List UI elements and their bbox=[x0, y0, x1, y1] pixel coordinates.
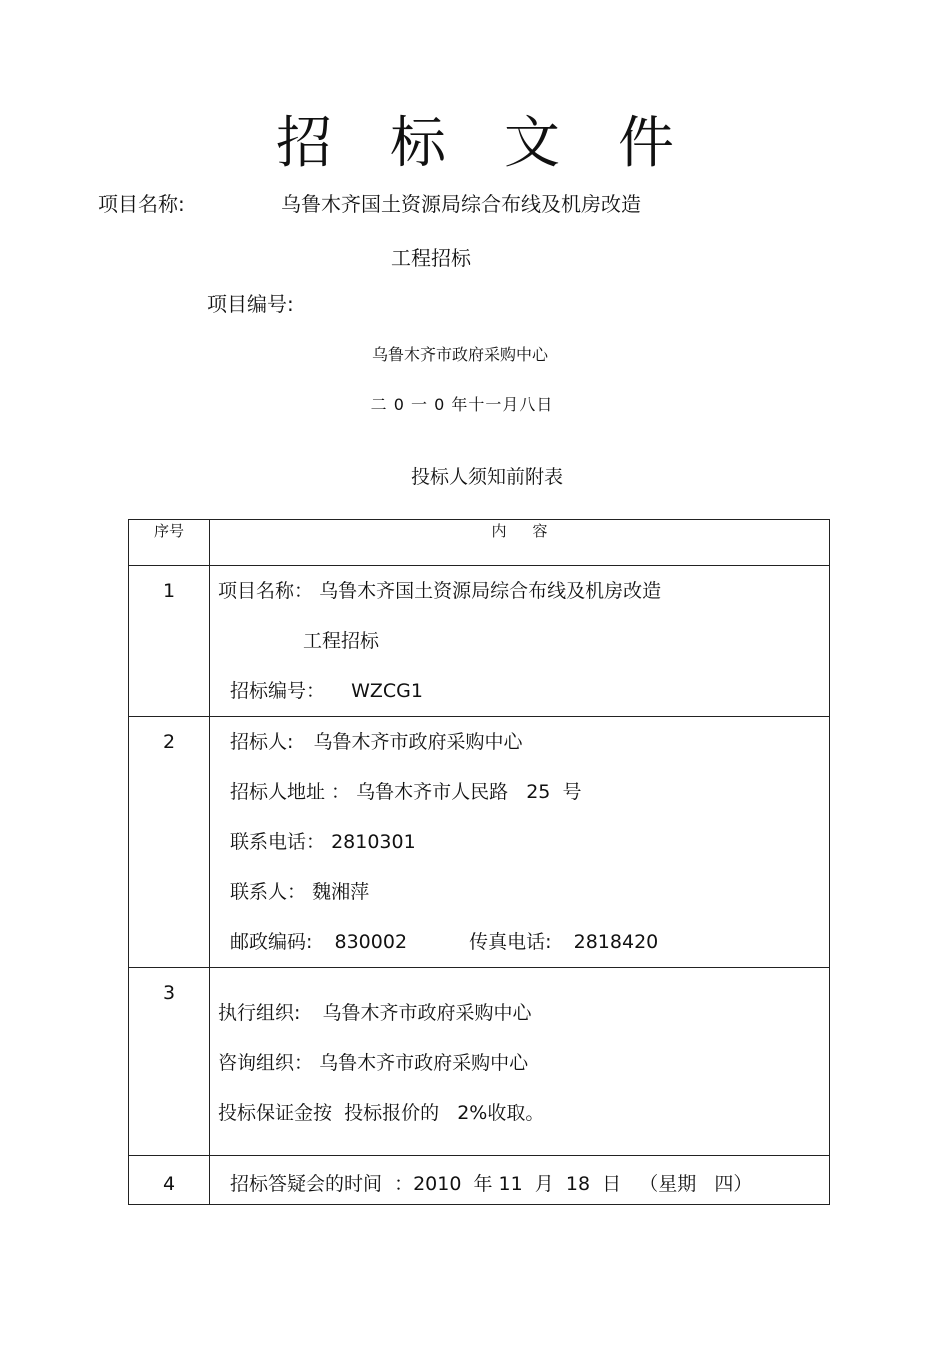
project-name-line bbox=[210, 566, 829, 616]
address-line bbox=[210, 767, 829, 817]
project-number-label: 项目编号: bbox=[207, 292, 294, 316]
row-content-cell bbox=[210, 1156, 830, 1205]
issuer-name: 乌鲁木齐市政府采购中心 bbox=[371, 345, 548, 364]
table-row bbox=[129, 1156, 830, 1205]
appendix-table-title: 投标人须知前附表 bbox=[410, 466, 563, 488]
phone-label: 联系电话： bbox=[230, 831, 326, 853]
table-row bbox=[129, 968, 830, 1156]
project-name-value: 乌鲁木齐国土资源局综合布线及机房改造 bbox=[319, 580, 662, 602]
address-label: 招标人地址 ： bbox=[230, 781, 351, 803]
row-number: 1 bbox=[162, 580, 176, 602]
tenderer-value: 乌鲁木齐市政府采购中心 bbox=[313, 731, 523, 753]
tenderer-line bbox=[210, 717, 829, 767]
consultant-value: 乌鲁木齐市政府采购中心 bbox=[319, 1052, 529, 1074]
table-row bbox=[129, 717, 830, 968]
row-content-cell bbox=[210, 968, 830, 1156]
header-content: 内容 bbox=[210, 520, 830, 566]
document-title: 招标文件 bbox=[276, 111, 732, 176]
row-number: 4 bbox=[162, 1173, 176, 1195]
row-number: 3 bbox=[162, 982, 176, 1004]
executor-line bbox=[210, 988, 829, 1038]
contact-label: 联系人： bbox=[230, 881, 307, 903]
appendix-table bbox=[128, 519, 830, 1205]
tenderer-label: 招标人: bbox=[230, 731, 294, 753]
project-name-label: 项目名称: bbox=[98, 192, 185, 216]
row-content-cell bbox=[210, 566, 830, 717]
postcode-fax-line bbox=[210, 917, 829, 967]
phone-line bbox=[210, 817, 829, 867]
table-row bbox=[129, 566, 830, 717]
project-name-continued: 工程招标 bbox=[303, 630, 380, 652]
executor-value: 乌鲁木齐市政府采购中心 bbox=[322, 1002, 532, 1024]
row-number-cell bbox=[129, 968, 210, 1156]
row-number-cell bbox=[129, 717, 210, 968]
postcode-value: 830002 bbox=[334, 931, 408, 953]
project-name-value-continued: 工程招标 bbox=[391, 246, 471, 270]
table-header-row bbox=[129, 520, 830, 566]
executor-label: 执行组织: bbox=[218, 1002, 301, 1024]
row-number-cell bbox=[129, 1156, 210, 1205]
consultant-line bbox=[210, 1038, 829, 1088]
bid-bond-line: 投标保证金按 投标报价的 2%收取。 bbox=[218, 1102, 545, 1124]
tender-number-value: WZCG1 bbox=[351, 680, 423, 702]
row-number-cell bbox=[129, 566, 210, 717]
tender-number-line bbox=[210, 666, 829, 716]
project-name-label: 项目名称： bbox=[218, 580, 314, 602]
consultant-label: 咨询组织： bbox=[218, 1052, 314, 1074]
contact-value: 魏湘萍 bbox=[312, 881, 370, 903]
fax-label: 传真电话: bbox=[469, 931, 552, 953]
row-number: 2 bbox=[162, 731, 176, 753]
contact-line bbox=[210, 867, 829, 917]
address-value: 乌鲁木齐市人民路 25 号 bbox=[356, 781, 582, 803]
qa-meeting-line: 招标答疑会的时间 ：2010 年 11 月 18 日 （星期 四） bbox=[230, 1173, 753, 1195]
header-no: 序号 bbox=[129, 520, 210, 566]
tender-number-label: 招标编号： bbox=[230, 680, 326, 702]
row-content-cell bbox=[210, 717, 830, 968]
postcode-label: 邮政编码: bbox=[230, 931, 313, 953]
phone-value: 2810301 bbox=[331, 831, 416, 853]
fax-value: 2818420 bbox=[573, 931, 659, 953]
issue-date: 二 0 一 0 年十一月八日 bbox=[370, 395, 554, 414]
project-name-value: 乌鲁木齐国土资源局综合布线及机房改造 bbox=[281, 192, 641, 216]
